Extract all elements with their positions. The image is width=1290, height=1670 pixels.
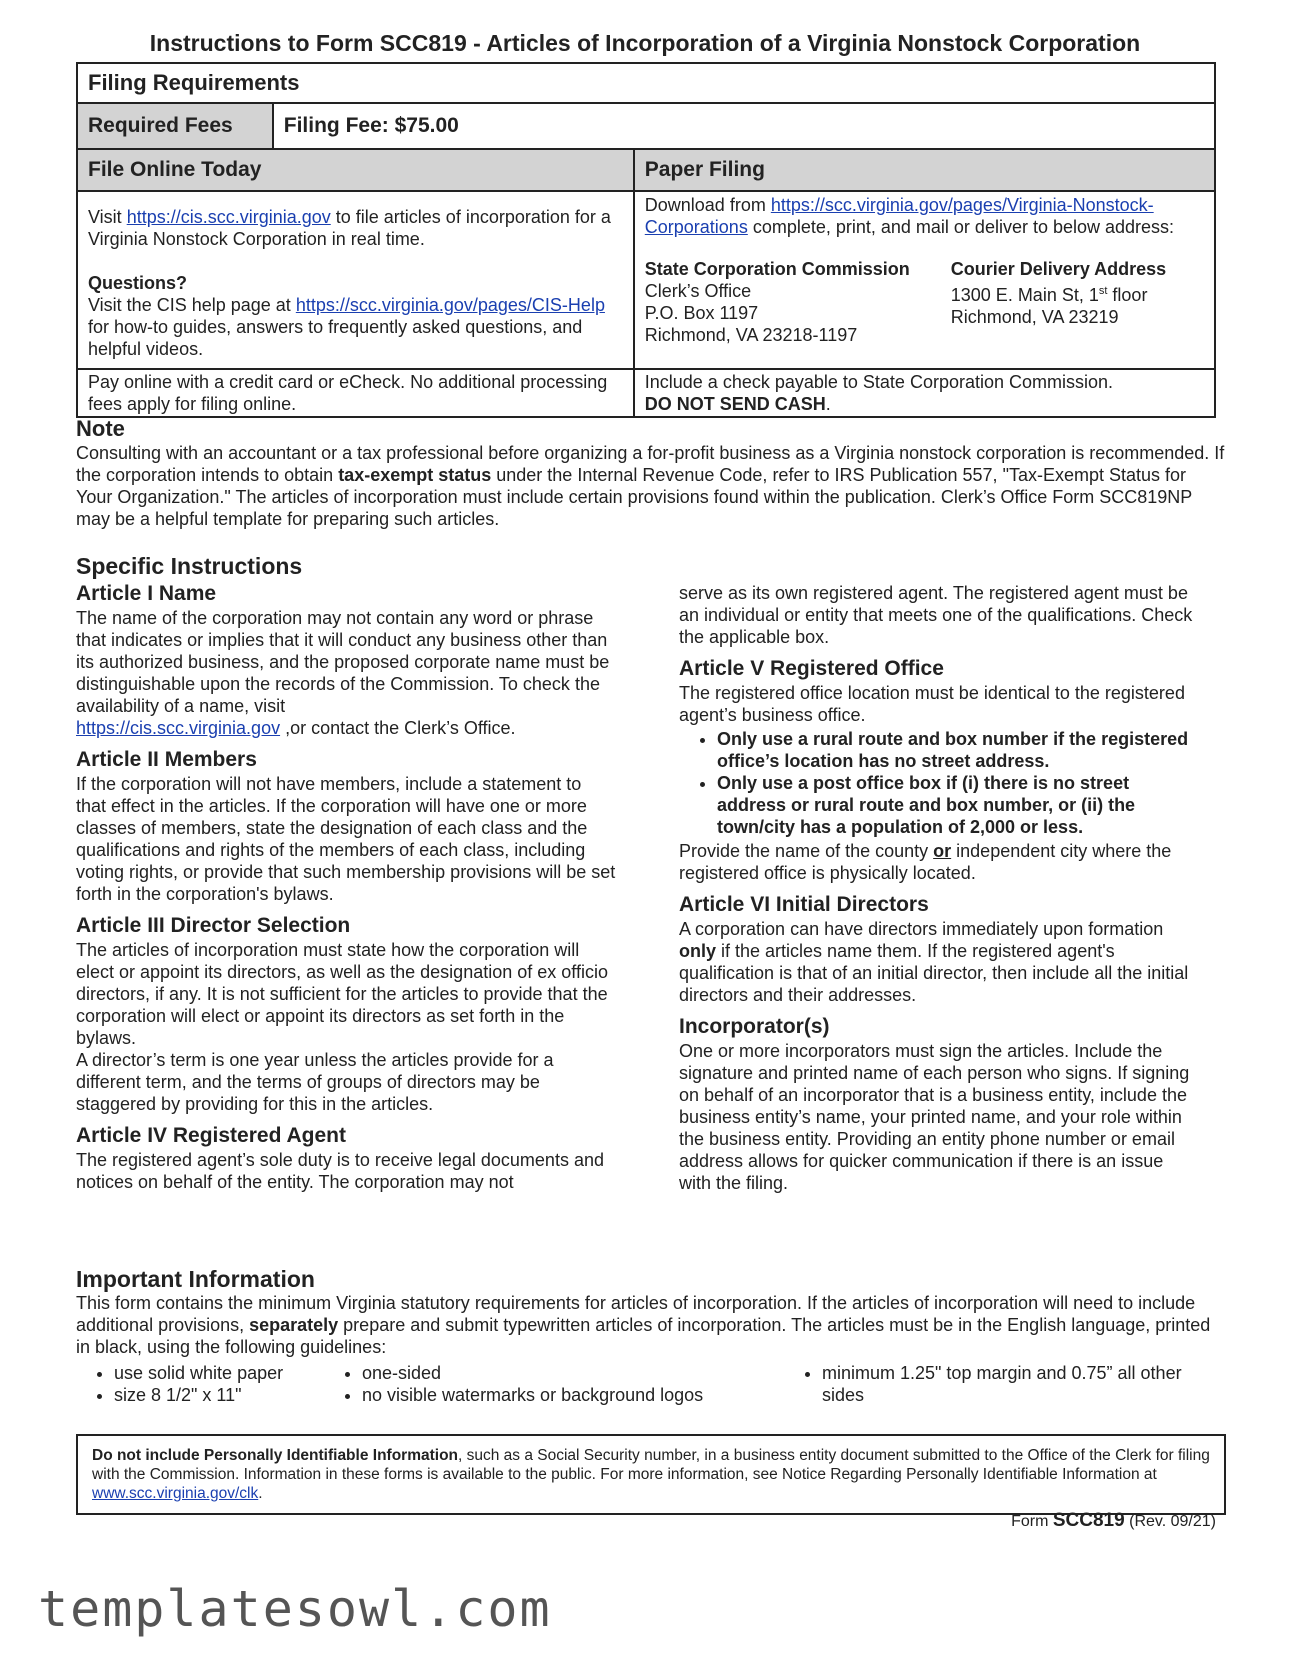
nonstock-link[interactable]: https://scc.virginia.gov/pages/Virginia-Nonstock-Corporations xyxy=(644,195,1154,237)
article-3-text1: The articles of incorporation must state how the corporation will elect or appoint its directors, as well as the designation of ex officio directors, if any. It is not sufficient for the articles to provide that the corporation will elect or appoint its directors as set forth in the bylaws. xyxy=(76,940,608,1048)
article-1-end: ,or contact the Clerk’s Office. xyxy=(280,718,516,738)
article-3-heading: Article III Director Selection xyxy=(76,914,351,937)
incorporators-heading: Incorporator(s) xyxy=(679,1015,830,1038)
guidelines-col2 xyxy=(324,1362,784,1406)
online-pay-note: Pay online with a credit card or eCheck. No additional processing fees apply for filing online. xyxy=(77,369,634,417)
article-2-text: If the corporation will not have members, include a statement to that effect in the articles. If the corporation will have one or more classes of members, state the designation of each class and the qualifications and rights of the members of each class, including voting rights, or provide that such membership provisions will be set forth in the corporation's bylaws. xyxy=(76,774,616,904)
article-4-continued xyxy=(679,582,1199,648)
paper-filing-heading: Paper Filing xyxy=(634,149,1215,191)
cis-help-link[interactable]: https://scc.virginia.gov/pages/CIS-Help xyxy=(295,295,605,315)
note-section xyxy=(76,418,1226,530)
guideline-item: • minimum 1.25" top margin and 0.75” all other sides xyxy=(822,1362,1222,1406)
paper-pay-bold: DO NOT SEND CASH xyxy=(644,394,826,414)
article-3-section xyxy=(76,915,616,1115)
article-2-heading: Article II Members xyxy=(76,748,257,771)
article-1-link[interactable]: https://cis.scc.virginia.gov xyxy=(76,718,281,738)
article-5-county-pre: Provide the name of the county xyxy=(679,841,934,861)
article-5-bullets xyxy=(679,728,1199,838)
guidelines-list xyxy=(76,1362,1226,1406)
article-2-section xyxy=(76,749,616,905)
important-heading: Important Information xyxy=(76,1266,315,1292)
questions-pre: Visit the CIS help page at xyxy=(88,295,296,315)
important-text-pre: This form contains the minimum Virginia statutory requirements for articles of incorporation. If the articles of incorporation will need to include additional provisions, xyxy=(76,1293,1196,1335)
article-5-county-or: or xyxy=(933,841,952,861)
filing-requirements-table xyxy=(76,62,1216,418)
important-information-section xyxy=(76,1268,1226,1406)
file-online-heading: File Online Today xyxy=(77,149,634,191)
specific-instructions-heading: Specific Instructions xyxy=(76,553,303,579)
required-fees-label: Required Fees xyxy=(77,103,273,149)
article-4-text-right: serve as its own registered agent. The registered agent must be an individual or entity that meets one of the qualifications. Check the applicable box. xyxy=(679,583,1193,647)
note-text-bold: tax-exempt status xyxy=(338,465,492,485)
pii-end: . xyxy=(258,1485,263,1502)
courier-line1-post: floor xyxy=(1107,285,1148,305)
guideline-item: • no visible watermarks or background logos xyxy=(362,1384,784,1406)
questions-label: Questions? xyxy=(88,273,188,293)
article-4-section xyxy=(76,1125,616,1193)
incorporators-section xyxy=(679,1016,1199,1194)
mail-line2: P.O. Box 1197 xyxy=(644,303,759,323)
file-online-cell xyxy=(77,191,634,369)
paper-download-post: complete, print, and mail or deliver to below address: xyxy=(747,217,1175,237)
online-visit-pre: Visit xyxy=(88,207,127,227)
guidelines-col1 xyxy=(76,1362,324,1406)
paper-pay-text: Include a check payable to State Corporation Commission. xyxy=(644,372,1114,392)
article-4-text-left: The registered agent’s sole duty is to receive legal documents and notices on behalf of the entity. The corporation may not xyxy=(76,1150,604,1192)
pii-notice-box xyxy=(76,1434,1226,1515)
form-label: Form xyxy=(1011,1513,1053,1530)
guideline-item: • one-sided xyxy=(362,1362,784,1384)
courier-line1: 1300 E. Main St, 1 xyxy=(950,285,1099,305)
courier-line2: Richmond, VA 23219 xyxy=(950,307,1119,327)
paper-download-pre: Download from xyxy=(644,195,771,215)
paper-pay-end: . xyxy=(825,394,831,414)
mail-heading: State Corporation Commission xyxy=(644,259,910,279)
instructions-left-column xyxy=(76,555,616,1203)
filing-requirements-heading: Filing Requirements xyxy=(77,63,1215,103)
article-6-bold: only xyxy=(679,941,717,961)
mail-line3: Richmond, VA 23218-1197 xyxy=(644,325,858,345)
filing-fee-value: Filing Fee: $75.00 xyxy=(273,103,1215,149)
questions-post: for how-to guides, answers to frequently asked questions, and helpful videos. xyxy=(88,317,583,359)
pii-bold: Do not include Personally Identifiable Information xyxy=(92,1447,459,1464)
article-6-pre: A corporation can have directors immediately upon formation xyxy=(679,919,1164,939)
article-1-heading: Article I Name xyxy=(76,582,217,605)
page-title: Instructions to Form SCC819 - Articles of Incorporation of a Virginia Nonstock Corporation xyxy=(149,30,1141,56)
article-5-bullet: • Only use a post office box if (i) there is no street address or rural route and box number, or (ii) the town/city has a population of 2,000 or less. xyxy=(717,772,1199,838)
mail-address xyxy=(645,258,951,346)
paper-filing-cell xyxy=(634,191,1215,369)
article-4-heading: Article IV Registered Agent xyxy=(76,1124,346,1147)
guideline-item: • size 8 1/2" x 11" xyxy=(114,1384,324,1406)
online-visit-post: to file articles of incorporation for a Virginia Nonstock Corporation in real time. xyxy=(88,207,611,249)
paper-pay-note xyxy=(634,369,1215,417)
article-5-bullet: • Only use a rural route and box number if the registered office’s location has no street address. xyxy=(717,728,1199,772)
article-5-section xyxy=(679,658,1199,884)
courier-address xyxy=(951,258,1166,346)
note-text-pre: Consulting with an accountant or a tax professional before organizing a for-profit business as a Virginia nonstock corporation is recommended. If the corporation intends to obtain xyxy=(76,443,1225,485)
courier-heading: Courier Delivery Address xyxy=(950,259,1167,279)
article-5-heading: Article V Registered Office xyxy=(679,657,944,680)
important-text-bold: separately xyxy=(249,1315,339,1335)
instructions-right-column xyxy=(679,582,1199,1204)
pii-text: , such as a Social Security number, in a business entity document submitted to the Office of the Clerk for filing with the Commission. Information in these forms is available to the public. For more information, see Notice Regarding Personally Identifiable Information at xyxy=(92,1447,1210,1483)
article-6-heading: Article VI Initial Directors xyxy=(679,893,929,916)
form-rev: (Rev. 09/21) xyxy=(1124,1513,1216,1530)
article-3-text2: A director’s term is one year unless the articles provide for a different term, and the terms of groups of directors may be staggered by providing for this in the articles. xyxy=(76,1050,554,1114)
article-1-section xyxy=(76,583,616,739)
form-code: SCC819 xyxy=(1052,1510,1125,1531)
note-text-post: under the Internal Revenue Code, refer to IRS Publication 557, "Tax-Exempt Status for Your Organization." The articles of incorporation must include certain provisions found within the publication. Clerk’s Office Form SCC819NP may be a helpful template for preparing such articles. xyxy=(76,465,1192,529)
article-5-county-post: independent city where the registered office is physically located. xyxy=(679,841,1172,883)
guidelines-col3 xyxy=(784,1362,1222,1406)
courier-line1-sup: st xyxy=(1098,285,1108,297)
pii-link[interactable]: www.scc.virginia.gov/clk xyxy=(92,1485,259,1502)
article-1-text: The name of the corporation may not contain any word or phrase that indicates or implies that it will conduct any business other than its authorized business, and the proposed corporate name must be distinguishable upon the records of the Commission. To check the availability of a name, visit xyxy=(76,608,610,716)
article-6-post: if the articles name them. If the registered agent's qualification is that of an initial director, then include all the initial directors and their addresses. xyxy=(679,941,1189,1005)
mail-line1: Clerk’s Office xyxy=(644,281,752,301)
article-6-section xyxy=(679,894,1199,1006)
incorporators-text: One or more incorporators must sign the articles. Include the signature and printed name of each person who signs. If signing on behalf of an incorporator that is a business entity, include the business entity’s name, your printed name, and your role within the business entity. Providing an entity phone number or email address allows for quicker communication if there is an issue with the filing. xyxy=(679,1041,1190,1193)
important-text-post: prepare and submit typewritten articles of incorporation. The articles must be in the English language, printed in black, using the following guidelines: xyxy=(76,1315,1211,1357)
note-heading: Note xyxy=(76,416,125,441)
article-5-text: The registered office location must be identical to the registered agent’s business office. xyxy=(679,683,1185,725)
form-number xyxy=(1011,1510,1216,1532)
watermark-text: templatesowl.com xyxy=(38,1580,552,1638)
guideline-item: • use solid white paper xyxy=(114,1362,324,1384)
cis-link[interactable]: https://cis.scc.virginia.gov xyxy=(126,207,331,227)
